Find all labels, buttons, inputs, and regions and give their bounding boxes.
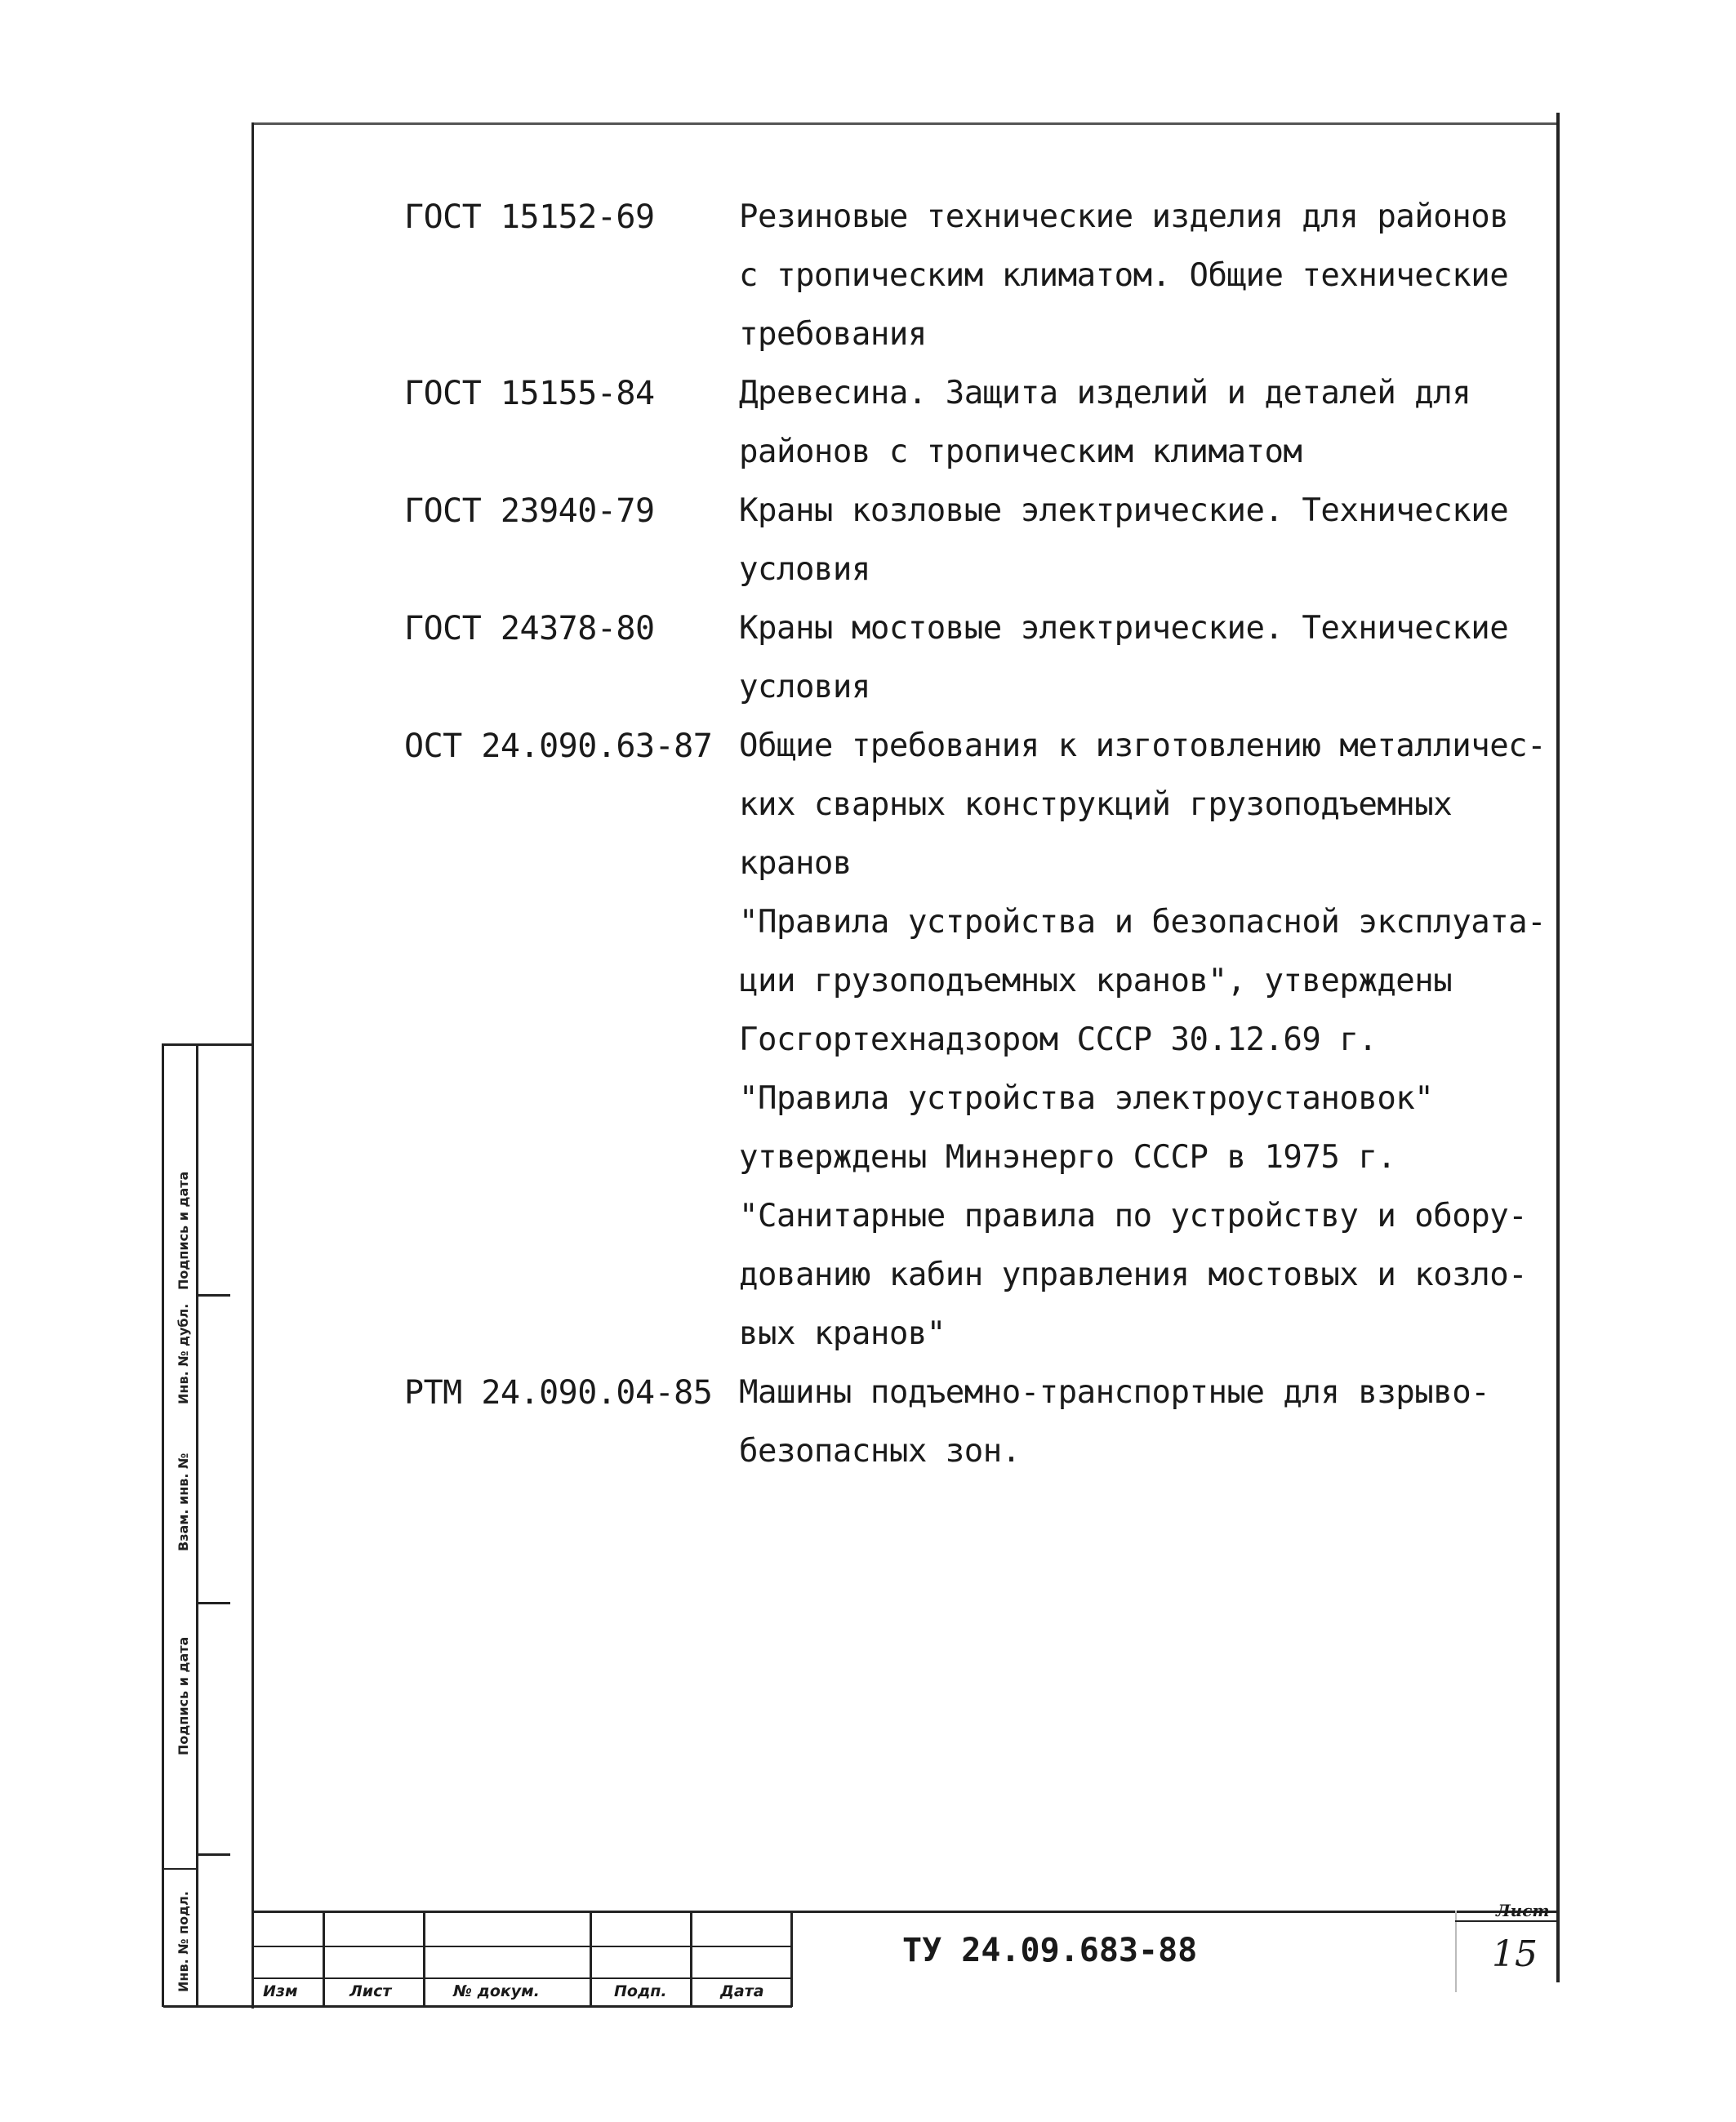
side-stamp-signature-date-label: Подпись и дата <box>176 1171 191 1290</box>
title-block-top-line <box>253 1911 1560 1913</box>
reference-code: ОСТ 24.090.63-87 <box>404 727 713 765</box>
frame-top-border <box>253 122 1560 125</box>
title-block-sheet-box-line <box>1455 1911 1457 1992</box>
reference-title-line: ции грузоподъемных кранов", утверждены <box>739 963 1453 999</box>
reference-title-line: утверждены Минэнерго СССР в 1975 г. <box>739 1139 1396 1176</box>
reference-title-line: требования <box>739 316 927 353</box>
sheet-number: 15 <box>1492 1933 1538 1975</box>
title-block-row-line <box>253 1977 792 1979</box>
reference-title-line: "Правила устройства и безопасной эксплуата- <box>739 904 1547 941</box>
reference-title-line: ких сварных конструкций грузоподъемных <box>739 786 1453 823</box>
frame-left-border <box>251 122 254 2009</box>
reference-title-line: кранов <box>739 845 852 882</box>
document-designation: ТУ 24.09.683-88 <box>902 1932 1198 1969</box>
title-block-col-line <box>323 1911 325 2007</box>
reference-code: ГОСТ 24378-80 <box>404 610 655 647</box>
reference-code: РТМ 24.090.04-85 <box>404 1374 713 1412</box>
reference-title-line: условия <box>739 551 870 588</box>
reference-title-line: Общие требования к изготовлению металличес- <box>739 727 1547 764</box>
reference-title-line: Краны мостовые электрические. Технические <box>739 610 1509 647</box>
reference-code: ГОСТ 15152-69 <box>404 198 655 236</box>
reference-title <box>739 1364 1547 1481</box>
reference-title-line: вых кранов" <box>739 1315 946 1352</box>
side-stamp-divider <box>196 1853 230 1856</box>
side-stamp-inner-line <box>196 1043 198 2007</box>
reference-title-line: Госгортехнадзором СССР 30.12.69 г. <box>739 1021 1378 1058</box>
side-stamp-signature-date-label: Подпись и дата <box>176 1636 191 1755</box>
title-block-col-change: Изм <box>263 1982 298 2000</box>
side-stamp-outer-line <box>162 1043 164 2007</box>
title-block-row-line <box>253 1946 792 1947</box>
frame-right-border <box>1556 113 1560 1982</box>
reference-title-line: Резиновые технические изделия для районов <box>739 198 1509 235</box>
title-block-col-date: Дата <box>720 1982 764 2000</box>
title-block-col-line <box>790 1911 793 2007</box>
side-stamp-replace-inv-label: Взам. инв. № <box>176 1452 191 1551</box>
reference-title <box>739 482 1547 599</box>
title-block-col-line <box>690 1911 692 2007</box>
reference-title-line: безопасных зон. <box>739 1433 1021 1470</box>
reference-title-line: "Санитарные правила по устройству и обору- <box>739 1198 1528 1234</box>
side-stamp-top-line <box>163 1043 253 1046</box>
title-block-col-line <box>590 1911 592 2007</box>
reference-code: ГОСТ 15155-84 <box>404 375 655 412</box>
reference-title <box>739 364 1547 482</box>
reference-title-line: дованию кабин управления мостовых и козло- <box>739 1257 1528 1293</box>
reference-title-line: "Правила устройства электроустановок" <box>739 1080 1434 1117</box>
reference-title <box>739 188 1547 364</box>
title-block-col-doc-number: № докум. <box>453 1982 540 2000</box>
side-stamp-divider <box>162 1868 198 1870</box>
side-stamp-divider <box>196 1602 230 1604</box>
title-block-col-sheet: Лист <box>349 1982 392 2000</box>
side-stamp-divider <box>196 1294 230 1297</box>
title-block-col-signature: Подп. <box>614 1982 667 2000</box>
side-stamp-duplicate-inv-label: Инв. № дубл. <box>176 1303 191 1404</box>
reference-title-line: Машины подъемно-транспортные для взрыво- <box>739 1374 1490 1411</box>
title-block-col-line <box>423 1911 425 2007</box>
reference-title-line: районов с тропическим климатом <box>739 434 1302 470</box>
reference-title-line: Древесина. Защита изделий и деталей для <box>739 375 1471 411</box>
title-block-sheet-box-line <box>1455 1920 1558 1922</box>
reference-title <box>739 717 1547 1364</box>
reference-code: ГОСТ 23940-79 <box>404 492 655 530</box>
frame-bottom-border <box>163 2005 792 2008</box>
reference-title-line: условия <box>739 669 870 705</box>
reference-title <box>739 599 1547 717</box>
reference-title-line: с тропическим климатом. Общие технические <box>739 257 1509 294</box>
reference-title-line: Краны козловые электрические. Технические <box>739 492 1509 529</box>
sheet-label: Лист <box>1496 1901 1550 1920</box>
side-stamp-original-inv-label: Инв. № подл. <box>176 1891 191 1992</box>
